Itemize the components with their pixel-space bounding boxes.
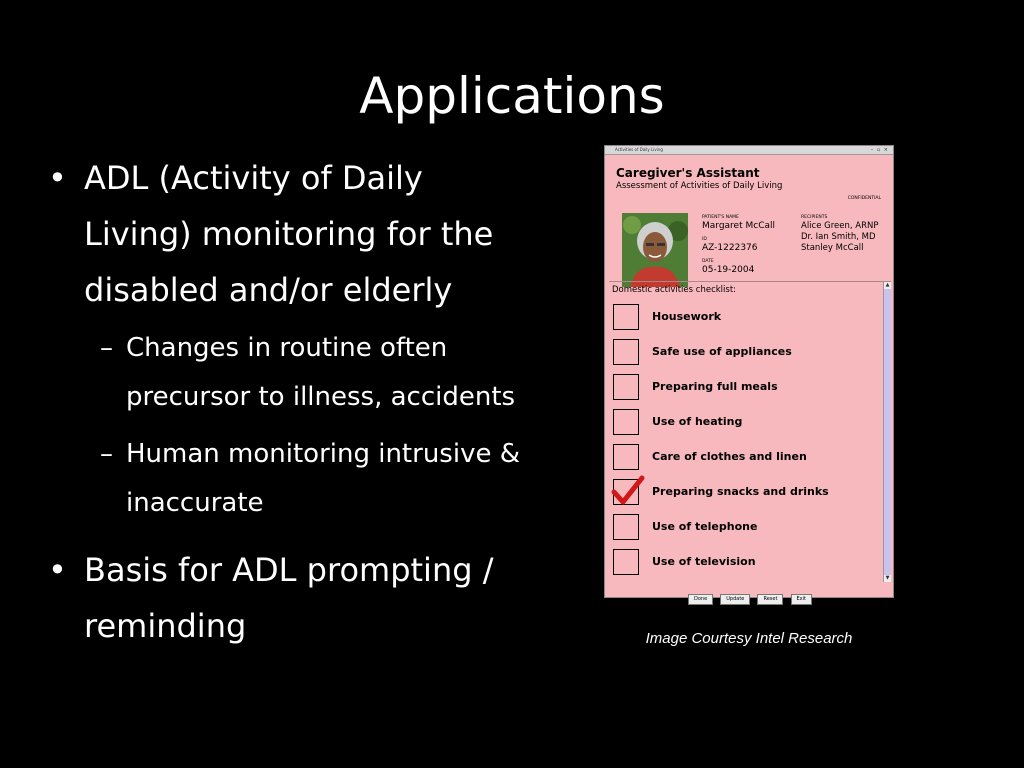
recipient-item: Alice Green, ARNP — [801, 221, 879, 231]
activities-checklist — [609, 281, 891, 583]
checkbox[interactable] — [613, 304, 639, 330]
confidential-label: CONFIDENTIAL — [847, 196, 881, 201]
sub-bullet-item — [100, 430, 528, 528]
slide-title: Applications — [359, 67, 665, 125]
recipient-item: Dr. Ian Smith, MD — [801, 232, 876, 242]
checklist-item[interactable] — [613, 549, 875, 584]
checkbox[interactable] — [613, 409, 639, 435]
recipients-block — [801, 215, 893, 254]
sub-bullet-text: Human monitoring intrusive & inaccurate — [126, 439, 520, 518]
sub-bullet-item — [100, 324, 528, 422]
image-caption: Image Courtesy Intel Research — [645, 630, 853, 647]
checklist-item[interactable] — [613, 339, 875, 374]
app-header — [605, 155, 893, 283]
checklist-scrollbar[interactable] — [883, 282, 891, 582]
checklist-item-label: Use of telephone — [652, 520, 758, 533]
recipients-label: RECIPIENTS — [801, 215, 828, 220]
bullet-text: ADL (Activity of Daily Living) monitoring for the disabled and/or elderly — [84, 159, 494, 309]
checklist-item-label: Preparing snacks and drinks — [652, 485, 829, 498]
done-button[interactable]: Done — [688, 594, 713, 605]
bullet-item — [48, 150, 528, 318]
patient-fields — [702, 215, 792, 281]
bullet-text: Basis for ADL prompting / reminding — [84, 551, 494, 645]
checklist-item-label: Use of heating — [652, 415, 743, 428]
caregiver-app-window — [604, 145, 894, 602]
checklist-item[interactable] — [613, 444, 875, 479]
checkmark-icon — [611, 475, 645, 507]
id-value: AZ-1222376 — [702, 243, 758, 253]
checklist-item[interactable] — [613, 409, 875, 444]
app-subtitle: Assessment of Activities of Daily Living — [616, 181, 783, 191]
checklist-item[interactable] — [613, 479, 875, 514]
bullet-glyph: • — [48, 159, 67, 197]
dash-glyph: – — [100, 333, 113, 363]
patient-photo-graphic — [622, 213, 688, 287]
date-value: 05-19-2004 — [702, 265, 755, 275]
window-controls-icon[interactable]: – ▫ × — [870, 147, 889, 153]
action-buttons — [605, 585, 895, 605]
sub-bullet-list — [100, 324, 528, 528]
checklist-item-label: Housework — [652, 310, 722, 323]
checkbox[interactable] — [613, 549, 639, 575]
checkbox[interactable] — [613, 514, 639, 540]
window-title: Activities of Daily Living — [615, 147, 663, 152]
dash-glyph: – — [100, 439, 113, 469]
checkbox[interactable] — [613, 339, 639, 365]
reset-button[interactable]: Reset — [757, 594, 783, 605]
checklist-item-label: Safe use of appliances — [652, 345, 792, 358]
checklist-item[interactable] — [613, 514, 875, 549]
checklist-items — [613, 304, 875, 584]
checkbox[interactable] — [613, 374, 639, 400]
date-label: DATE — [702, 259, 714, 264]
window-titlebar[interactable] — [605, 146, 893, 155]
update-button[interactable]: Update — [720, 594, 750, 605]
checklist-item[interactable] — [613, 374, 875, 409]
bullet-item — [48, 542, 528, 654]
checklist-title: Domestic activities checklist: — [612, 285, 737, 295]
sub-bullet-text: Changes in routine often precursor to illness, accidents — [126, 333, 516, 412]
checklist-item[interactable] — [613, 304, 875, 339]
checklist-item-label: Preparing full meals — [652, 380, 778, 393]
checkbox[interactable] — [613, 444, 639, 470]
bullet-list — [48, 150, 528, 654]
scroll-up-icon[interactable]: ▲ — [885, 282, 890, 288]
exit-button[interactable]: Exit — [791, 594, 812, 605]
app-title: Caregiver's Assistant — [616, 166, 760, 180]
bullet-glyph: • — [48, 551, 67, 589]
scroll-down-icon[interactable]: ▼ — [885, 575, 890, 581]
patient-name-value: Margaret McCall — [702, 221, 775, 231]
checklist-item-label: Use of television — [652, 555, 756, 568]
recipient-item: Stanley McCall — [801, 243, 864, 253]
patient-photo — [622, 213, 688, 287]
checklist-item-label: Care of clothes and linen — [652, 450, 807, 463]
id-label: ID — [702, 237, 707, 242]
patient-name-label: PATIENT'S NAME — [702, 215, 739, 220]
